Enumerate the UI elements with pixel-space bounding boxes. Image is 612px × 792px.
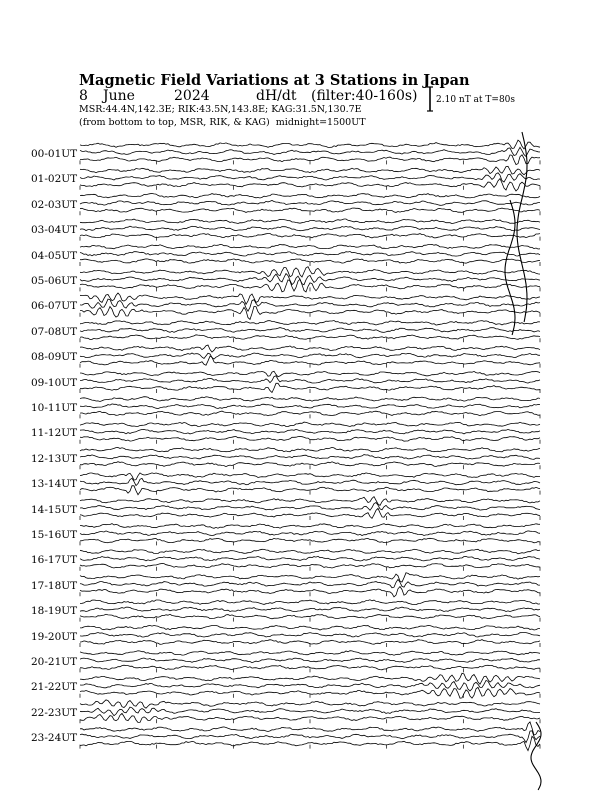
station-trace bbox=[80, 503, 540, 511]
row-label: 10-11UT bbox=[31, 402, 78, 414]
station-trace bbox=[80, 140, 540, 149]
station-trace bbox=[80, 524, 540, 529]
date-month: June bbox=[103, 88, 135, 104]
station-trace bbox=[80, 707, 540, 716]
midnight-note: midnight=1500UT bbox=[275, 117, 366, 128]
station-trace bbox=[80, 625, 540, 630]
station-trace bbox=[80, 376, 540, 383]
station-trace bbox=[80, 651, 540, 656]
station-trace bbox=[80, 194, 540, 199]
station-trace bbox=[80, 328, 540, 333]
row-label: 06-07UT bbox=[31, 300, 78, 313]
station-trace bbox=[80, 497, 540, 506]
row-label: 03-04UT bbox=[31, 224, 78, 237]
station-trace bbox=[80, 731, 540, 743]
row-label: 12-13UT bbox=[31, 452, 78, 465]
station-trace bbox=[80, 244, 540, 249]
station-trace bbox=[80, 640, 540, 645]
scale-label: 2.10 nT at T=80s bbox=[436, 95, 516, 105]
station-trace bbox=[80, 429, 540, 434]
row-label: 00-01UT bbox=[31, 148, 78, 160]
row-label: 22-23UT bbox=[31, 706, 78, 719]
station-trace bbox=[80, 607, 540, 611]
chart-title: Magnetic Field Variations at 3 Stations in Japan bbox=[79, 72, 470, 89]
station-trace bbox=[80, 478, 540, 485]
row-label: 23-24UT bbox=[31, 732, 78, 745]
row-label: 17-18UT bbox=[31, 579, 78, 592]
station-trace bbox=[80, 447, 540, 451]
station-trace bbox=[80, 579, 540, 588]
station-trace bbox=[80, 306, 540, 319]
station-trace bbox=[80, 173, 540, 182]
station-trace bbox=[80, 658, 540, 663]
row-label: 13-14UT bbox=[31, 478, 78, 491]
station-trace bbox=[80, 404, 540, 409]
station-trace bbox=[80, 473, 540, 480]
station-trace bbox=[80, 226, 540, 231]
station-trace bbox=[80, 321, 540, 326]
quantity-label: dH/dt bbox=[256, 88, 297, 104]
row-label: 21-22UT bbox=[31, 681, 78, 694]
station-trace bbox=[80, 681, 540, 691]
station-trace bbox=[80, 673, 540, 684]
station-trace bbox=[80, 252, 540, 257]
row-label: 18-19UT bbox=[31, 605, 78, 618]
station-trace bbox=[80, 556, 540, 561]
station-trace bbox=[80, 371, 540, 377]
row-label: 01-02UT bbox=[31, 173, 78, 186]
station-trace bbox=[80, 234, 540, 238]
station-trace bbox=[80, 549, 540, 554]
station-trace bbox=[80, 722, 540, 735]
station-trace bbox=[80, 397, 540, 402]
storm-spike bbox=[505, 200, 515, 335]
station-trace bbox=[80, 455, 540, 460]
row-label: 09-10UT bbox=[31, 376, 78, 389]
station-trace bbox=[80, 422, 540, 426]
station-trace bbox=[80, 219, 540, 224]
row-label: 14-15UT bbox=[31, 503, 78, 516]
row-label: 05-06UT bbox=[31, 275, 78, 287]
station-trace bbox=[80, 356, 540, 365]
station-trace bbox=[80, 573, 540, 582]
row-label: 04-05UT bbox=[31, 249, 78, 262]
station-trace bbox=[80, 201, 540, 206]
station-trace bbox=[80, 600, 540, 605]
station-trace bbox=[80, 633, 540, 638]
row-label: 02-03UT bbox=[31, 198, 78, 211]
row-label: 08-09UT bbox=[31, 351, 78, 364]
station-trace bbox=[80, 147, 540, 156]
station-trace bbox=[80, 531, 540, 536]
filter-label: (filter:40-160s) bbox=[311, 88, 418, 104]
row-label: 20-21UT bbox=[31, 656, 78, 668]
row-label: 16-17UT bbox=[31, 554, 78, 567]
date-day: 8 bbox=[79, 88, 88, 104]
station-order: (from bottom to top, MSR, RIK, & KAG) bbox=[79, 117, 270, 128]
station-trace bbox=[80, 700, 540, 708]
row-label: 19-20UT bbox=[31, 630, 78, 643]
date-year: 2024 bbox=[174, 88, 210, 104]
row-label: 11-12UT bbox=[31, 427, 78, 440]
station-trace bbox=[80, 353, 540, 359]
station-trace bbox=[80, 345, 540, 352]
station-trace bbox=[80, 299, 540, 311]
stations-info: MSR:44.4N,142.3E; RIK:43.5N,143.8E; KAG:31.5N,130.7E bbox=[79, 104, 362, 115]
row-label: 15-16UT bbox=[31, 529, 78, 541]
row-label: 07-08UT bbox=[31, 325, 78, 338]
station-trace bbox=[80, 166, 540, 174]
